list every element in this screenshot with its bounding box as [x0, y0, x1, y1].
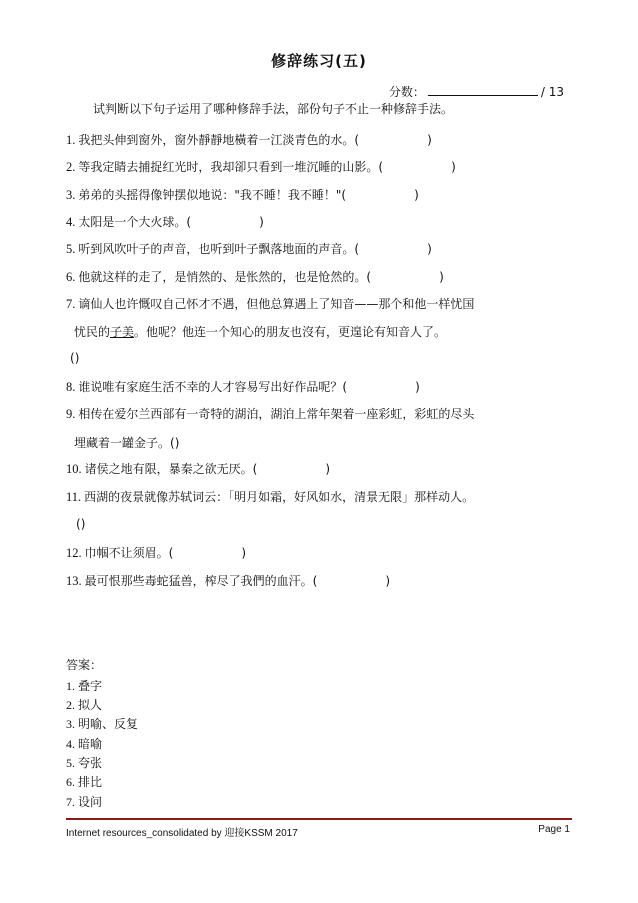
instruction-text: 试判断以下句子运用了哪种修辞手法，部份句子不止一种修辞手法。	[93, 102, 454, 116]
question-text: 巾帼不让须眉。(	[84, 546, 174, 560]
question-text: 太阳是一个大火球。(	[78, 215, 192, 229]
question-close: )	[451, 160, 456, 174]
answer-item	[66, 773, 102, 790]
question-close: )	[415, 380, 420, 394]
question-6	[66, 269, 444, 285]
question-12	[66, 545, 246, 561]
question-number: 10.	[66, 462, 82, 476]
question-number: 4.	[66, 215, 76, 229]
question-text: 等我定睛去捕捉红光时，我却卻只看到一堆沉睡的山影。(	[78, 160, 384, 174]
question-text: 他就这样的走了，是悄然的、是怅然的，也是怆然的。(	[78, 270, 372, 284]
page-title: 修辞练习(五)	[271, 52, 367, 70]
question-11	[66, 489, 474, 505]
question-text: 听到风吹叶子的声音，也听到叶子飘落地面的声音。(	[78, 242, 360, 256]
question-close: )	[74, 351, 80, 365]
answer-number: 3.	[66, 717, 75, 731]
answer-number: 4.	[66, 737, 75, 751]
answer-item	[66, 793, 102, 810]
answer-number: 2.	[66, 698, 75, 712]
question-number: 12.	[66, 546, 82, 560]
footer-divider	[66, 818, 572, 820]
question-text: 忧民的	[74, 325, 111, 339]
answer-number: 7.	[66, 795, 75, 809]
question-5	[66, 241, 432, 257]
question-number: 6.	[66, 270, 76, 284]
question-text: 相传在爱尔兰西部有一奇特的湖泊，湖泊上常年架着一座彩虹，彩虹的尽头	[78, 407, 475, 421]
question-text: 。他呢？他连一个知心的朋友也沒有，更遑论有知音人了。	[134, 325, 447, 339]
question-close: )	[414, 188, 419, 202]
question-number: 7.	[66, 297, 76, 311]
score-total: / 13	[540, 85, 564, 99]
question-text: 埋藏着一罐金子。(	[74, 436, 175, 450]
question-close: )	[80, 517, 86, 531]
question-close: )	[174, 436, 180, 450]
answer-item	[66, 677, 102, 694]
question-7-line3	[70, 351, 79, 365]
question-text: 西湖的夜景就像苏轼词云：「明月如霜，好风如水，清景无限」那样动人。	[84, 490, 475, 504]
question-7-line2	[74, 323, 446, 340]
question-9	[66, 406, 474, 422]
answer-text: 夸张	[78, 756, 103, 770]
answer-item	[66, 735, 102, 752]
question-text: 弟弟的头摇得像钟摆似地说："我不睡！我不睡！"(	[78, 188, 347, 202]
question-number: 5.	[66, 242, 76, 256]
question-text: 我把头伸到窗外，窗外靜靜地橫着一江淡青色的水。(	[78, 133, 360, 147]
answer-text: 排比	[78, 775, 103, 789]
question-13	[66, 573, 390, 589]
question-10	[66, 461, 330, 477]
question-number: 1.	[66, 133, 76, 147]
question-number: 3.	[66, 188, 76, 202]
question-number: 8.	[66, 380, 76, 394]
score-label: 分数：	[388, 85, 425, 99]
question-close: )	[427, 133, 432, 147]
question-text: 诸侯之地有限，暴秦之欲无厌。(	[84, 462, 258, 476]
question-number: 11.	[66, 490, 82, 504]
answer-number: 6.	[66, 775, 75, 789]
question-11-line2	[76, 517, 85, 531]
question-number: 2.	[66, 160, 76, 174]
score-blank	[428, 85, 538, 96]
question-8	[66, 379, 420, 395]
answer-number: 1.	[66, 679, 75, 693]
question-close: )	[427, 242, 432, 256]
question-close: )	[385, 574, 390, 588]
question-open: (	[70, 351, 75, 365]
question-text: 谁说唯有家庭生活不幸的人才容易写出好作品呢？(	[78, 380, 348, 394]
question-open: (	[76, 517, 81, 531]
answer-text: 拟人	[78, 698, 103, 712]
answer-text: 明喻、反复	[78, 717, 139, 731]
score-line	[389, 83, 564, 100]
answer-item	[66, 754, 102, 771]
question-7	[66, 296, 474, 312]
question-close: )	[259, 215, 264, 229]
question-close: )	[439, 270, 444, 284]
answer-number: 5.	[66, 756, 75, 770]
question-text: 最可恨那些毒蛇猛兽，榨尽了我們的血汗。(	[84, 574, 318, 588]
answer-text: 暗喻	[78, 737, 103, 751]
question-number: 13.	[66, 574, 82, 588]
question-2	[66, 159, 456, 175]
footer-page-number: Page 1	[538, 824, 570, 835]
answer-text: 叠字	[78, 679, 103, 693]
question-1	[66, 132, 432, 148]
question-4	[66, 214, 264, 230]
question-text: 谪仙人也许慨叹自己怀才不遇，但他总算遇上了知音——那个和他一样忧国	[78, 297, 475, 311]
question-3	[66, 187, 419, 203]
answer-item	[66, 715, 138, 732]
question-number: 9.	[66, 407, 76, 421]
answers-heading: 答案：	[66, 658, 103, 672]
question-close: )	[241, 546, 246, 560]
question-close: )	[325, 462, 330, 476]
answer-text: 设问	[78, 795, 103, 809]
answer-item	[66, 696, 102, 713]
question-9-line2	[74, 434, 179, 451]
footer-source: Internet resources_consolidated by 迎接KSSM 2017	[66, 828, 298, 839]
underlined-name: 子美	[110, 325, 135, 339]
